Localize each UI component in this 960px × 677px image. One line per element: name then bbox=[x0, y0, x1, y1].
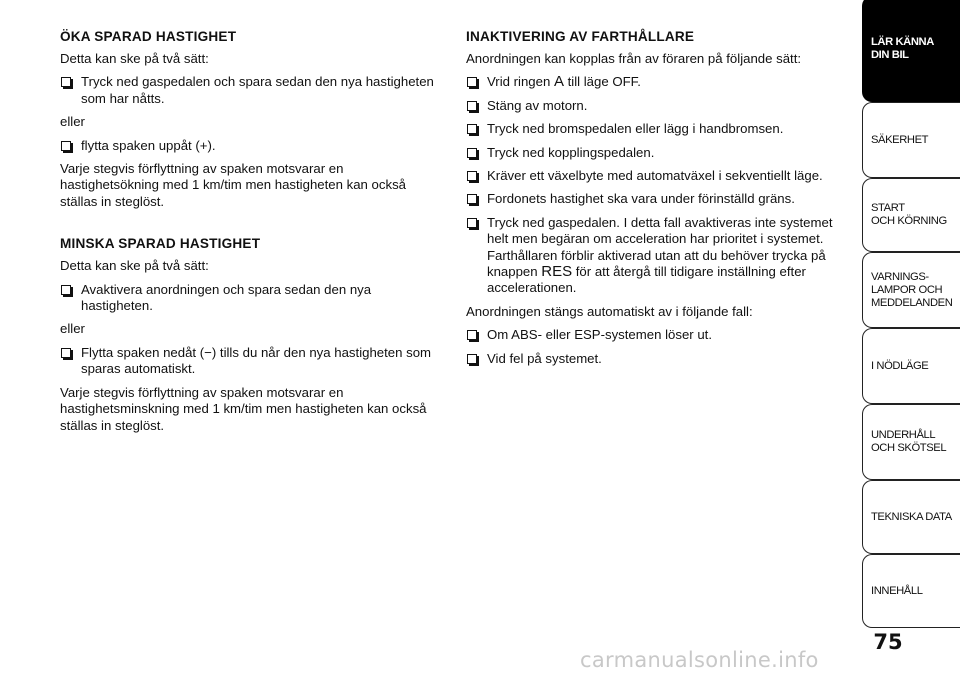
intro-text: Detta kan ske på två sätt: bbox=[60, 51, 209, 66]
right-column bbox=[466, 28, 856, 374]
or-text: eller bbox=[60, 321, 85, 337]
list-item bbox=[466, 121, 856, 137]
tab-label: VARNINGS- LAMPOR OCH MEDDELANDEN bbox=[871, 270, 953, 309]
section-heading-decrease-speed: MINSKA SPARAD HASTIGHET bbox=[60, 236, 261, 252]
ring-key-label: A bbox=[553, 73, 564, 91]
checkbox-bullet-icon bbox=[467, 354, 477, 364]
list-item-text: Vrid ringen bbox=[487, 74, 554, 90]
intro-text: Detta kan ske på två sätt: bbox=[60, 258, 209, 274]
checkbox-bullet-icon bbox=[467, 218, 477, 228]
list-item bbox=[466, 145, 856, 161]
tab-label: UNDERHÅLL OCH SKÖTSEL bbox=[871, 429, 947, 454]
tab-label: I NÖDLÄGE bbox=[871, 359, 929, 372]
tab-lar-kanna-din-bil[interactable] bbox=[862, 0, 960, 102]
or-text: eller bbox=[60, 114, 85, 130]
tab-innehall[interactable] bbox=[862, 554, 960, 628]
tab-label: START OCH KÖRNING bbox=[871, 202, 947, 227]
tab-tekniska-data[interactable] bbox=[862, 480, 960, 554]
list-item-text: Flytta spaken nedåt (−) tills du når den nya hastigheten som sparas automatiskt. bbox=[81, 344, 432, 377]
watermark: carmanualsonline.info bbox=[580, 648, 819, 672]
checkbox-bullet-icon bbox=[467, 194, 477, 204]
checkbox-bullet-icon bbox=[61, 77, 71, 87]
list-item-text: Fordonets hastighet ska vara under förinställd gräns. bbox=[487, 191, 795, 207]
list-item bbox=[60, 138, 445, 154]
list-item-text: för att återgå till tidigare inställning efter accelerationen. bbox=[487, 264, 806, 296]
section-heading-deactivation: INAKTIVERING AV FARTHÅLLARE bbox=[466, 29, 695, 44]
list-item-text: Tryck ned gaspedalen. I detta fall avaktiveras inte systemet helt men begäran om acceleration har prioritet i systemet. Farthållaren förblir aktiverad utan att du behöver trycka på knappen bbox=[487, 214, 833, 280]
checkbox-bullet-icon bbox=[467, 101, 477, 111]
note-text: Varje stegvis förflyttning av spaken motsvarar en hastighetsminskning med 1 km/tim men hastigheten kan också ställas in steglöst. bbox=[60, 384, 427, 433]
list-item bbox=[466, 168, 856, 184]
tab-i-nodlage[interactable] bbox=[862, 328, 960, 404]
tab-varningslampor[interactable] bbox=[862, 252, 960, 328]
checkbox-bullet-icon bbox=[467, 171, 477, 181]
checkbox-bullet-icon bbox=[467, 330, 477, 340]
tab-start-och-korning[interactable] bbox=[862, 178, 960, 252]
list-item-text: Om ABS- eller ESP-systemen löser ut. bbox=[487, 327, 712, 343]
res-key-label: RES bbox=[541, 263, 573, 281]
section-heading-increase-speed: ÖKA SPARAD HASTIGHET bbox=[60, 29, 237, 44]
auto-intro-text: Anordningen stängs automatiskt av i följande fall: bbox=[466, 303, 753, 319]
intro-text: Anordningen kan kopplas från av föraren på följande sätt: bbox=[466, 51, 802, 66]
list-item-text: Kräver ett växelbyte med automatväxel i sekventiellt läge. bbox=[487, 168, 823, 184]
left-column bbox=[60, 28, 445, 441]
note-text: Varje stegvis förflyttning av spaken motsvarar en hastighetsökning med 1 km/tim men hastigheten kan också ställas in steglöst. bbox=[60, 161, 406, 209]
tab-label: INNEHÅLL bbox=[871, 584, 923, 597]
list-item bbox=[60, 345, 445, 378]
list-item bbox=[466, 191, 856, 207]
list-item-text: Vid fel på systemet. bbox=[487, 350, 602, 366]
checkbox-bullet-icon bbox=[467, 148, 477, 158]
tab-label: TEKNISKA DATA bbox=[871, 510, 952, 523]
tab-label: LÄR KÄNNA DIN BIL bbox=[871, 36, 934, 61]
page-number: 75 bbox=[873, 630, 903, 654]
checkbox-bullet-icon bbox=[61, 141, 71, 151]
list-item-text: Tryck ned kopplingspedalen. bbox=[487, 144, 655, 160]
tab-underhall-och-skotsel[interactable] bbox=[862, 404, 960, 480]
list-item bbox=[466, 351, 856, 367]
list-item bbox=[466, 215, 856, 297]
tab-label: SÄKERHET bbox=[871, 133, 929, 146]
checkbox-bullet-icon bbox=[61, 348, 71, 358]
checkbox-bullet-icon bbox=[61, 285, 71, 295]
list-item-text: flytta spaken uppåt (+). bbox=[81, 137, 216, 153]
checkbox-bullet-icon bbox=[467, 77, 477, 87]
list-item bbox=[466, 327, 856, 343]
list-item-text: Tryck ned gaspedalen och spara sedan den nya hastigheten som har nåtts. bbox=[81, 74, 434, 106]
chapter-tabs bbox=[862, 0, 960, 620]
list-item bbox=[60, 74, 445, 107]
list-item-text: Tryck ned bromspedalen eller lägg i handbromsen. bbox=[487, 121, 784, 137]
checkbox-bullet-icon bbox=[467, 124, 477, 134]
list-item-text: till läge OFF. bbox=[563, 74, 641, 90]
list-item bbox=[466, 98, 856, 114]
list-item-text: Stäng av motorn. bbox=[487, 97, 588, 113]
list-item bbox=[466, 74, 856, 90]
list-item-text: Avaktivera anordningen och spara sedan den nya hastigheten. bbox=[81, 281, 372, 314]
tab-sakerhet[interactable] bbox=[862, 102, 960, 178]
list-item bbox=[60, 282, 445, 315]
